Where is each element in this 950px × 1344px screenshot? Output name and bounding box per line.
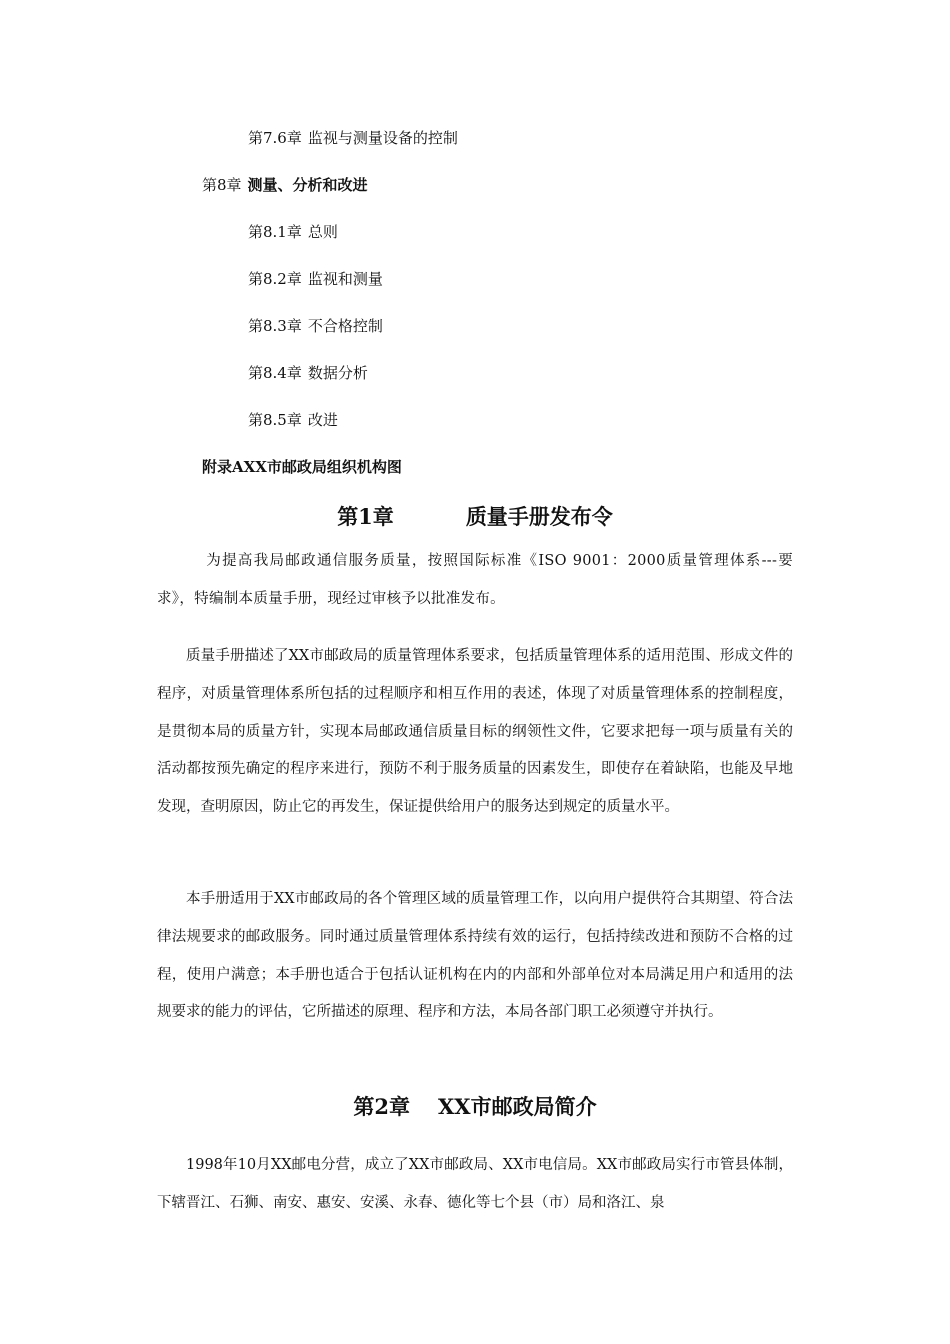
paragraph: 1998年10月XX邮电分营，成立了XX市邮政局、XX市电信局。XX市邮政局实行市管县体制，下辖晋江、石狮、南安、惠安、安溪、永春、德化等七个县（市）局和洛江、泉 bbox=[157, 1157, 793, 1211]
paragraph: 为提高我局邮政通信服务质量，按照国际标准《ISO 9001：2000质量管理体系---要求》，特编制本质量手册，现经过审核予以批准发布。 bbox=[157, 553, 793, 607]
chapter-title: 质量手册发布令 bbox=[465, 504, 613, 529]
paragraph: 本手册适用于XX市邮政局的各个管理区域的质量管理工作，以向用户提供符合其期望、符合法律法规要求的邮政服务。同时通过质量管理体系持续有效的运行，包括持续改进和预防不合格的过程，使用户满意；本手册也适合于包括认证机构在内的内部和外部单位对本局满足用户和适用的法规要求的能力的评估，它所描述的原理、程序和方法，本局各部门职工必须遵守并执行。 bbox=[157, 891, 793, 1021]
toc-appendix: 附录AXX市邮政局组织机构图 bbox=[202, 458, 402, 476]
toc-item-title: 监视和测量 bbox=[307, 270, 383, 288]
toc-item-title: 总则 bbox=[307, 223, 338, 241]
toc-item-number: 第8.2章 bbox=[248, 270, 302, 288]
chapter-title: XX市邮政局简介 bbox=[438, 1094, 597, 1119]
toc-item-number: 第8.1章 bbox=[248, 223, 302, 241]
chapter-1-heading bbox=[0, 502, 950, 532]
toc-chapter-8 bbox=[202, 175, 368, 195]
toc-chapter-number: 第8章 bbox=[202, 176, 242, 194]
toc-chapter-title: 测量、分析和改进 bbox=[247, 176, 368, 194]
toc-item-number: 第8.5章 bbox=[248, 411, 302, 429]
toc-item-7-6 bbox=[248, 128, 458, 148]
toc-item-title: 不合格控制 bbox=[307, 317, 383, 335]
toc-item-8-3 bbox=[248, 316, 383, 336]
toc-item-title: 改进 bbox=[307, 411, 338, 429]
toc-item-8-5 bbox=[248, 410, 338, 430]
toc-item-8-2 bbox=[248, 269, 383, 289]
toc-item-number: 第8.3章 bbox=[248, 317, 302, 335]
toc-item-8-1 bbox=[248, 222, 338, 242]
toc-item-title: 监视与测量设备的控制 bbox=[307, 129, 458, 147]
toc-item-number: 第7.6章 bbox=[248, 129, 302, 147]
chapter-number: 第1章 bbox=[337, 504, 394, 529]
chapter-number: 第2章 bbox=[353, 1094, 411, 1119]
chapter-2-heading bbox=[0, 1092, 950, 1122]
toc-item-title: 数据分析 bbox=[307, 364, 368, 382]
paragraph: 质量手册描述了XX市邮政局的质量管理体系要求，包括质量管理体系的适用范围、形成文件的程序，对质量管理体系所包括的过程顺序和相互作用的表述，体现了对质量管理体系的控制程度，是贯彻本局的质量方针，实现本局邮政通信质量目标的纲领性文件，它要求把每一项与质量有关的活动都按预先确定的程序来进行，预防不利于服务质量的因素发生，即使存在着缺陷，也能及早地发现，查明原因，防止它的再发生，保证提供给用户的服务达到规定的质量水平。 bbox=[157, 648, 793, 816]
toc-item-number: 第8.4章 bbox=[248, 364, 302, 382]
toc-item-8-4 bbox=[248, 363, 368, 383]
